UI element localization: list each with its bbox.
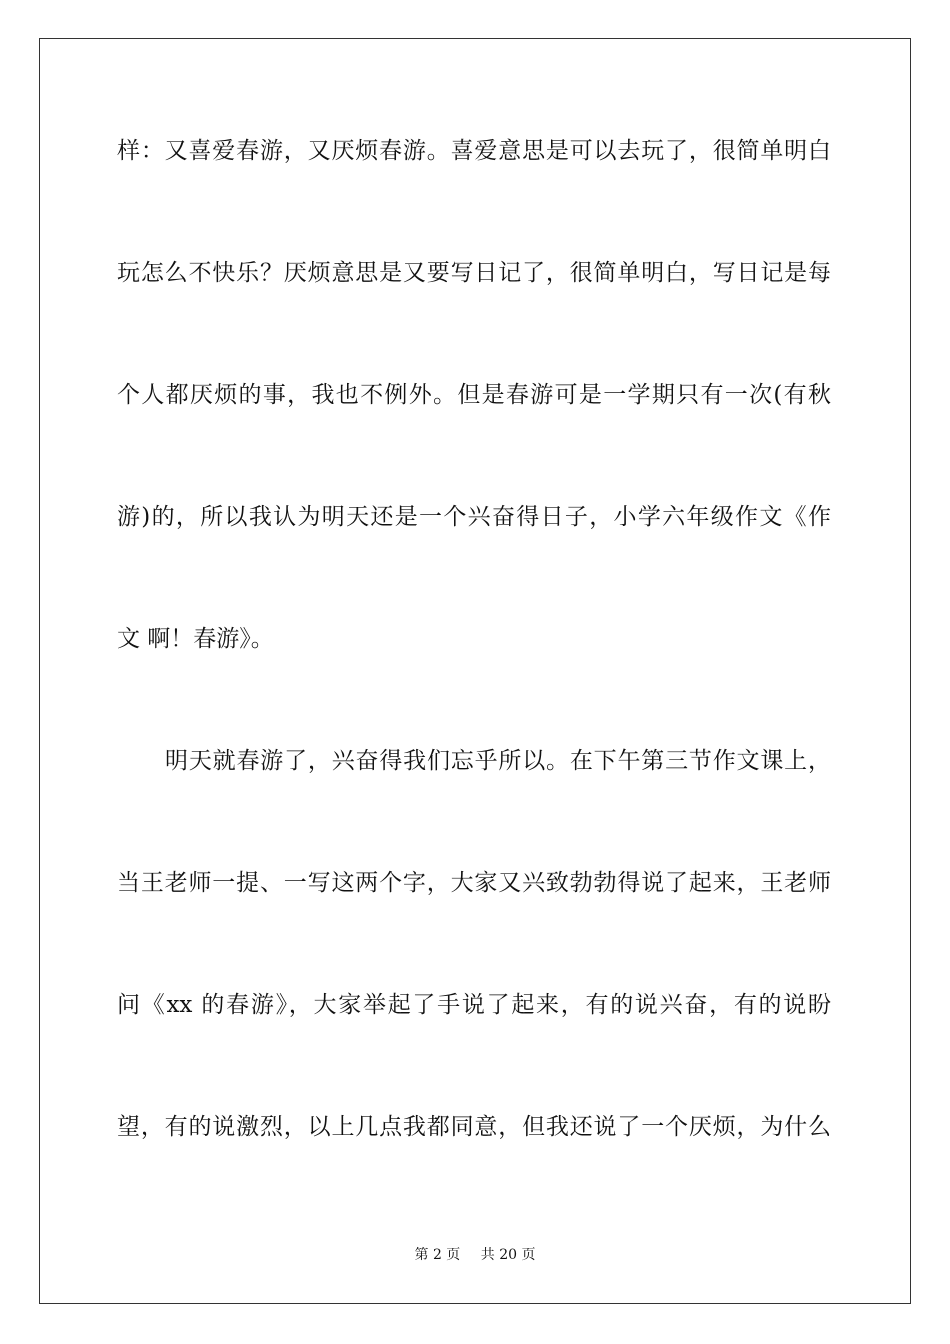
text-line: 个人都厌烦的事，我也不例外。但是春游可是一学期只有一次(有秋 <box>117 382 831 408</box>
page-total: 共 20 页 <box>480 1247 536 1263</box>
text-line: 游)的，所以我认为明天还是一个兴奋得日子，小学六年级作文《作 <box>117 504 831 530</box>
text-line: 样：又喜爱春游，又厌烦春游。喜爱意思是可以去玩了，很简单明白 <box>117 138 831 164</box>
text-line: 明天就春游了，兴奋得我们忘乎所以。在下午第三节作文课上， <box>165 748 831 774</box>
text-line: 问《xx 的春游》，大家举起了手说了起来，有的说兴奋，有的说盼 <box>117 992 831 1018</box>
page-footer <box>0 1245 950 1265</box>
text-line: 当王老师一提、一写这两个字，大家又兴致勃勃得说了起来，王老师 <box>117 870 831 896</box>
page-number: 第 2 页 <box>414 1247 461 1263</box>
text-line: 文 啊！春游》。 <box>117 626 274 652</box>
text-line: 望，有的说激烈，以上几点我都同意，但我还说了一个厌烦，为什么 <box>117 1114 831 1140</box>
text-line: 玩怎么不快乐？厌烦意思是又要写日记了，很简单明白，写日记是每 <box>117 260 831 286</box>
document-body <box>117 127 831 1151</box>
